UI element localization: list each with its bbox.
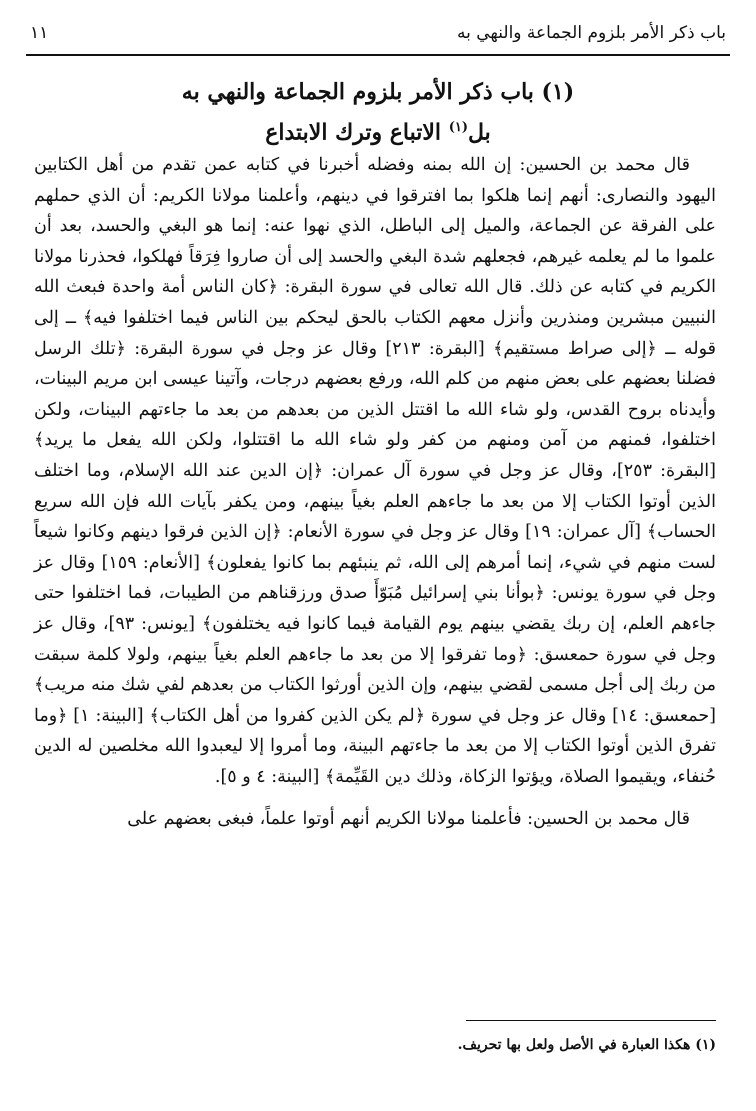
paragraph-2: قال محمد بن الحسين: فأعلمنا مولانا الكريم أنهم أوتوا علماً، فبغى بعضهم على	[127, 809, 690, 830]
page-number: ١١	[30, 23, 49, 43]
chapter-title	[60, 74, 696, 150]
chapter-title-line-1: (١) باب ذكر الأمر بلزوم الجماعة والنهي به	[181, 79, 575, 105]
running-header	[30, 18, 726, 48]
chapter-title-rest: الاتباع وترك الابتداع	[265, 119, 449, 146]
footnote-divider	[466, 1020, 716, 1021]
footnote: (١) هكذا العبارة في الأصل ولعل بها تحريف.	[457, 1037, 716, 1053]
footnote-reference: (١)	[448, 120, 468, 135]
chapter-title-line-2	[60, 110, 696, 150]
running-title: باب ذكر الأمر بلزوم الجماعة والنهي به	[457, 23, 726, 43]
chapter-title-prefix: بل	[467, 119, 491, 146]
main-text	[34, 150, 716, 835]
header-divider	[26, 54, 730, 56]
paragraph-1: قال محمد بن الحسين: إن الله بمنه وفضله أخبرنا في كتابه عمن تقدم من أهل الكتابين اليهود والنصارى: أنهم إنما هلكوا بما افترقوا في دينهم، وأعلمنا مولانا الكريم: أن الذي حملهم على الفرقة عن الجماعة، والميل إلى الباطل، الذي نهوا عنه: إنما هو البغي والحسد، بعد أن علموا ما لم يعلمه غيرهم، فجعلهم شدة البغي والحسد إلى أن صاروا فِرَقاً فهلكوا، فحذرنا مولانا الكريم في كتابه عن ذلك. قال الله تعالى في سورة البقرة: ﴿كان الناس أمة واحدة فبعث الله النبيين مبشرين ومنذرين وأنزل معهم الكتاب بالحق ليحكم بين الناس فيما اختلفوا فيه﴾ ــ إلى قوله ــ ﴿إلى صراط مستقيم﴾ [البقرة: ٢١٣] وقال عز وجل في سورة البقرة: ﴿تلك الرسل فضلنا بعضهم على بعض منهم من كلم الله، ورفع بعضهم درجات، وآتينا عيسى ابن مريم البينات، وأيدناه بروح القدس، ولو شاء الله ما اقتتل الذين من بعدهم من بعد ما جاءتهم البينات، ولكن اختلفوا، فمنهم من آمن ومنهم من كفر ولو شاء الله ما اقتتلوا، ولكن الله يفعل ما يريد﴾ [البقرة: ٢٥٣]، وقال عز وجل في سورة آل عمران: ﴿إن الدين عند الله الإسلام، وما اختلف الذين أوتوا الكتاب إلا من بعد ما جاءهم العلم بغياً بينهم، ومن يكفر بآيات الله فإن الله سريع الحساب﴾ [آل عمران: ١٩] وقال عز وجل في سورة الأنعام: ﴿إن الذين فرقوا دينهم وكانوا شيعاً لست منهم في شيء، إنما أمرهم إلى الله، ثم ينبئهم بما كانوا يفعلون﴾ [الأنعام: ١٥٩] وقال عز وجل في سورة يونس: ﴿بوأنا بني إسرائيل مُبَوّأَ صدق ورزقناهم من الطيبات، فما اختلفوا حتى جاءهم العلم، إن ربك يقضي بينهم يوم القيامة فيما كانوا فيه يختلفون﴾ [يونس: ٩٣]، وقال عز وجل في سورة حمعسق: ﴿وما تفرقوا إلا من بعد ما جاءهم العلم بغياً بينهم، ولولا كلمة سبقت من ربك إلى أجل مسمى لقضي بينهم، وإن الذين أورثوا الكتاب من بعدهم لفي شك منه مريب﴾ [حمعسق: ١٤] وقال عز وجل في سورة ﴿لم يكن الذين كفروا من أهل الكتاب﴾ [البينة: ١] ﴿وما تفرق الذين أوتوا الكتاب إلا من بعد ما جاءتهم البينة، وما أمروا إلا ليعبدوا الله مخلصين له الدين حُنفاء، ويقيموا الصلاة، ويؤتوا الزكاة، وذلك دين القَيِّمة﴾ [البينة: ٤ و ٥].	[34, 155, 716, 787]
